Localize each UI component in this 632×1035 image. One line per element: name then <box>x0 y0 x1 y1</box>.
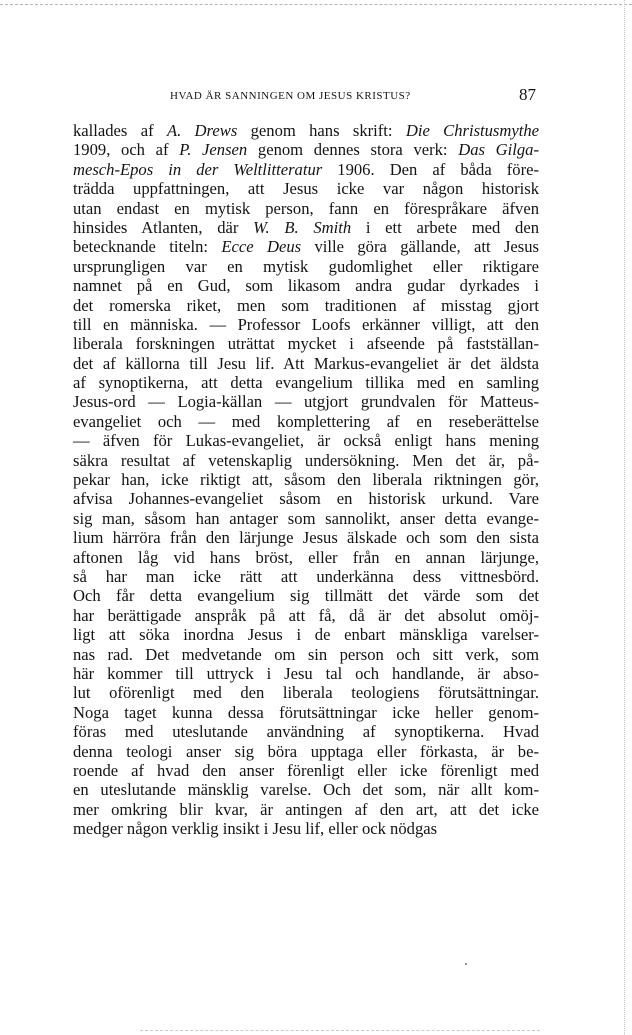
text-line <box>73 625 539 644</box>
text-line <box>73 354 539 373</box>
running-head: HVAD ÄR SANNINGEN OM JESUS KRISTUS? <box>170 90 411 102</box>
text-segment: Noga taget kunna dessa förutsättningar icke heller genom- <box>73 702 539 722</box>
italic-text: W. B. Smith <box>253 217 352 237</box>
text-segment: denna teologi anser sig böra upptaga eller förkasta, är be- <box>73 741 539 761</box>
text-line <box>73 761 539 780</box>
text-line <box>73 800 539 819</box>
text-segment: Jesus-ord — Logia-källan — utgjort grundvalen för Matteus- <box>73 392 539 412</box>
text-segment: har berättigade anspråk på att få, då är det absolut omöj- <box>73 605 539 625</box>
text-line <box>73 315 539 334</box>
text-line <box>73 509 539 528</box>
text-segment: kallades af <box>73 121 167 140</box>
text-segment: aftonen låg vid hans bröst, eller från en annan lärjunge, <box>73 547 539 567</box>
text-line <box>73 392 539 411</box>
text-segment: ligt att söka inordna Jesus i de enbart mänskliga varelser- <box>73 625 539 645</box>
text-segment: sig man, såsom han antager som sannolikt, anser detta evange- <box>73 508 539 528</box>
text-line <box>73 412 539 431</box>
text-line <box>73 470 539 489</box>
text-segment: det af källorna till Jesu lif. Att Markus-evangeliet är det äldsta <box>73 353 539 373</box>
text-line <box>73 742 539 761</box>
text-line <box>73 780 539 799</box>
text-segment: 1909, och af <box>73 140 180 160</box>
text-segment: utan endast en mytisk person, fann en förespråkare äfven <box>73 198 539 218</box>
text-segment: genom hans skrift: <box>237 121 406 140</box>
text-segment: genom dennes stora verk: <box>247 140 459 160</box>
italic-text: mesch-Epos in der Weltlitteratur <box>73 159 323 179</box>
text-line <box>73 645 539 664</box>
text-line <box>73 237 539 256</box>
text-line <box>73 334 539 353</box>
print-speck <box>465 963 467 965</box>
text-line <box>73 683 539 702</box>
text-segment: — äfven för Lukas-evangeliet, är också enligt hans mening <box>73 431 539 451</box>
text-segment: lut oförenligt med den liberala teologiens förutsättningar. <box>73 683 539 703</box>
italic-text: Ecce Deus <box>221 237 302 257</box>
text-line <box>73 140 539 159</box>
text-line <box>73 489 539 508</box>
text-line <box>73 548 539 567</box>
text-line <box>73 276 539 295</box>
text-segment: liberala forskningen uträttat mycket i afseende på fastställan- <box>73 334 539 354</box>
text-segment: ursprungligen var en mytisk gudomlighet eller riktigare <box>73 256 539 276</box>
text-segment: namnet på en Gud, som likasom andra gudar dyrkades i <box>73 276 539 296</box>
text-segment: nas rad. Det medvetande om sin person och sitt verk, som <box>73 644 539 664</box>
text-line <box>73 199 539 218</box>
text-segment: här kommer till uttryck i Jesu tal och handlande, är abso- <box>73 663 539 683</box>
text-segment: Och får detta evangelium sig tillmätt det värde som det <box>73 586 539 606</box>
italic-text: P. Jensen <box>179 140 248 160</box>
text-segment: trädda uppfattningen, att Jesus icke var någon historisk <box>73 179 539 199</box>
text-line <box>73 606 539 625</box>
text-segment: det romerska riket, men som traditionen af misstag gjort <box>73 295 539 315</box>
page-number: 87 <box>519 85 536 104</box>
page-edge-bottom <box>140 1030 540 1031</box>
text-segment: evangeliet och — med komplettering af en reseberättelse <box>73 411 539 431</box>
text-line <box>73 703 539 722</box>
text-segment: afvisa Johannes-evangeliet såsom en historisk urkund. Vare <box>73 489 539 509</box>
text-segment: föras med uteslutande användning af synoptikerna. Hvad <box>73 722 539 742</box>
text-line <box>73 296 539 315</box>
text-segment: roende af hvad den anser förenligt eller icke förenligt med <box>73 760 539 780</box>
text-line <box>73 722 539 741</box>
text-line <box>73 373 539 392</box>
text-segment: hinsides Atlanten, där <box>73 217 254 237</box>
text-segment: lium härröra från den lärjunge Jesus älskade och som den sista <box>73 528 539 548</box>
text-line <box>73 218 539 237</box>
text-segment: till en människa. — Professor Loofs erkänner villigt, att den <box>73 314 539 334</box>
text-line <box>73 160 539 179</box>
text-segment: ville göra gällande, att Jesus <box>301 237 539 257</box>
text-line <box>73 819 539 838</box>
text-line <box>73 431 539 450</box>
body-text <box>73 121 539 838</box>
text-segment: pekar han, icke riktigt att, såsom den liberala riktningen gör, <box>73 470 539 490</box>
text-line <box>73 179 539 198</box>
text-line <box>73 121 539 140</box>
text-line <box>73 567 539 586</box>
text-line <box>73 664 539 683</box>
text-segment: 1906. Den af båda före- <box>322 159 539 179</box>
text-segment: mer omkring blir kvar, är antingen af den art, att det icke <box>73 799 539 819</box>
page-edge-top <box>0 4 632 5</box>
text-segment: säkra resultat af vetenskaplig undersökning. Men det är, på- <box>73 450 539 470</box>
page-edge-right <box>624 0 625 1035</box>
text-line <box>73 257 539 276</box>
italic-text: Die Christusmythe <box>405 121 540 140</box>
text-line <box>73 451 539 470</box>
text-segment: betecknande titeln: <box>73 237 222 257</box>
text-segment: så har man icke rätt att underkänna dess vittnesbörd. <box>73 566 539 586</box>
text-line <box>73 528 539 547</box>
text-line <box>73 586 539 605</box>
text-segment: medger någon verklig insikt i Jesu lif, eller ock nödgas <box>73 819 438 839</box>
text-segment: af synoptikerna, att detta evangelium tillika med en samling <box>73 373 539 393</box>
text-segment: en uteslutande mänsklig varelse. Och det som, när allt kom- <box>73 780 539 800</box>
italic-text: Das Gilga- <box>458 140 539 160</box>
text-segment: i ett arbete med den <box>351 217 540 237</box>
italic-text: A. Drews <box>166 121 238 140</box>
